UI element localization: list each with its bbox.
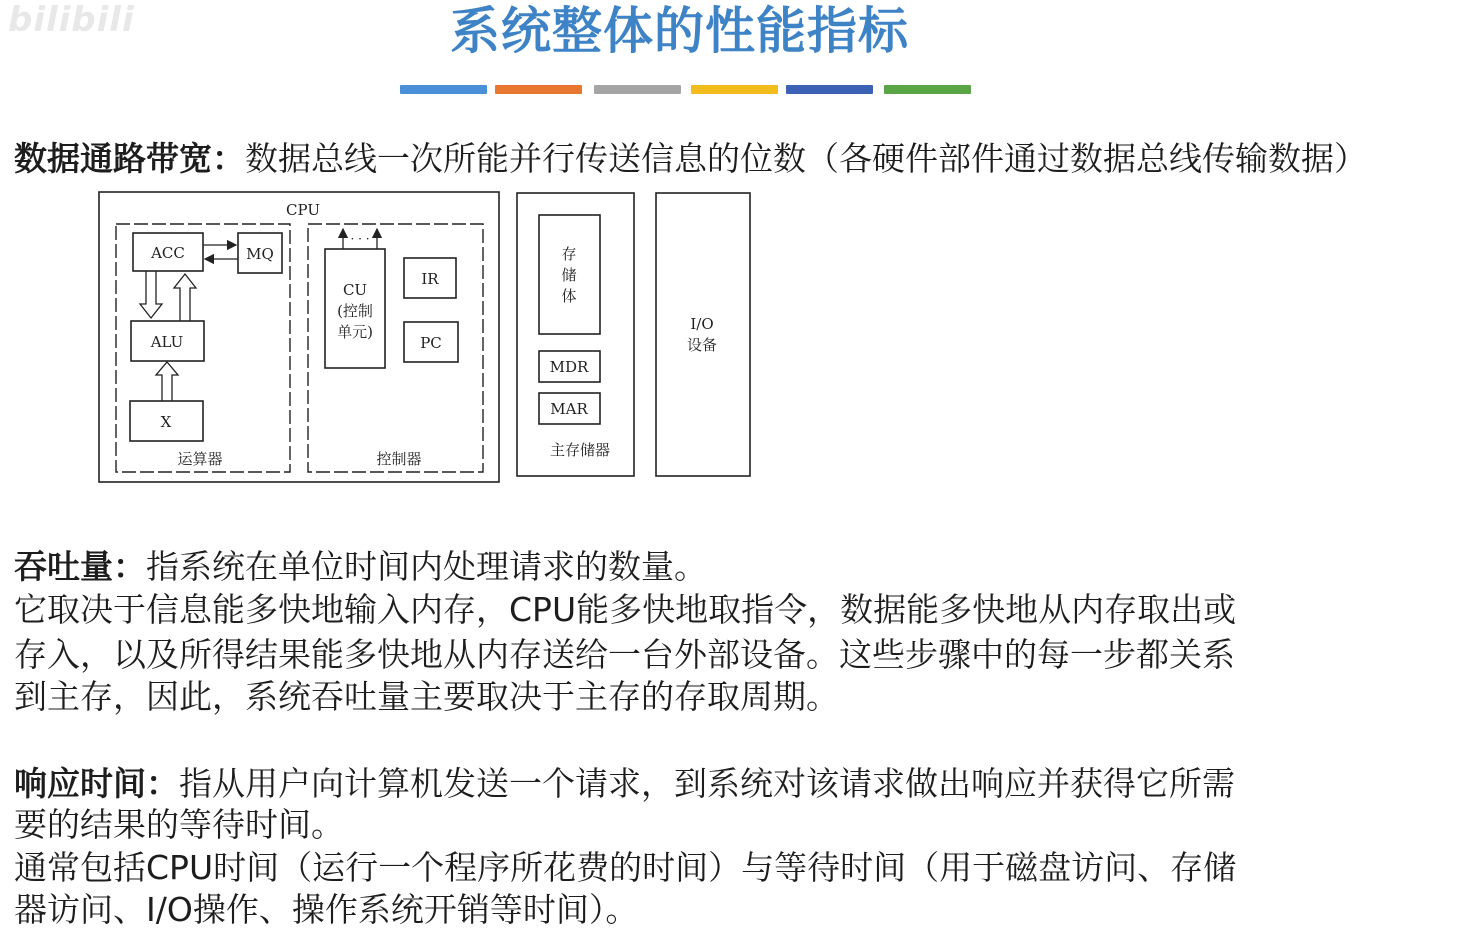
io-label-2: 设备 [686, 336, 718, 354]
pc-label: PC [420, 334, 442, 352]
stripe-blue [400, 85, 487, 94]
bilibili-watermark: bilibili [8, 0, 135, 40]
control-unit-label: 控制器 [376, 450, 422, 468]
bandwidth-definition [14, 138, 1367, 180]
mar-box [539, 393, 600, 424]
stripe-gray [594, 85, 681, 94]
cpu-box [99, 192, 499, 482]
throughput-line-1 [14, 546, 707, 588]
stripe-yellow [691, 85, 778, 94]
stripe-green [884, 85, 971, 94]
storage-label-2: 储 [561, 266, 577, 284]
stripe-dark-blue [786, 85, 873, 94]
bandwidth-text: 数据总线一次所能并行传送信息的位数（各硬件部件通过数据总线传输数据） [245, 139, 1367, 178]
mdr-label: MDR [549, 358, 589, 376]
response-text-1: 指从用户向计算机发送一个请求，到系统对该请求做出响应并获得它所需 [179, 764, 1235, 803]
alu-to-acc-arrow [174, 274, 196, 321]
alu-label: ALU [150, 333, 184, 351]
acc-to-alu-arrow [140, 271, 162, 318]
alu-unit-label: 运算器 [177, 450, 223, 468]
io-device-box [656, 193, 750, 476]
throughput-line-2: 它取决于信息能多快地输入内存，CPU能多快地取指令，数据能多快地从内存取出或 [14, 590, 1237, 629]
x-to-alu-arrow [156, 362, 178, 401]
cu-box [325, 249, 385, 368]
ir-box [404, 258, 456, 298]
bandwidth-term: 数据通路带宽： [14, 139, 245, 178]
main-memory-box [517, 193, 634, 476]
response-line-2: 要的结果的等待时间。 [14, 805, 344, 844]
alu-box [131, 321, 204, 361]
storage-label-1: 存 [561, 245, 577, 263]
pc-box [404, 322, 458, 362]
x-label: X [160, 413, 172, 431]
response-line-1 [14, 763, 1235, 805]
storage-body-box [539, 215, 600, 334]
io-label-1: I/O [690, 315, 714, 333]
cu-label-line2: (控制 [337, 302, 373, 320]
stripe-orange [495, 85, 582, 94]
throughput-line-3: 存入，以及所得结果能多快地从内存送给一台外部设备。这些步骤中的每一步都关系 [14, 635, 1235, 674]
ir-label: IR [421, 270, 439, 288]
throughput-text-1: 指系统在单位时间内处理请求的数量。 [146, 547, 707, 586]
mar-label: MAR [550, 400, 588, 418]
mq-box [238, 233, 282, 273]
response-line-4: 器访问、I/O操作、操作系统开销等时间）。 [14, 890, 639, 929]
cpu-label: CPU [286, 201, 320, 219]
storage-label-3: 体 [561, 287, 577, 305]
cu-label-line1: CU [342, 281, 368, 299]
cu-label-line3: 单元) [337, 323, 373, 341]
mq-label: MQ [246, 245, 274, 263]
alu-unit-box [116, 224, 290, 472]
cu-output-dots: · · · [350, 232, 370, 246]
mdr-box [539, 351, 600, 382]
response-term: 响应时间： [14, 764, 179, 803]
response-line-3: 通常包括CPU时间（运行一个程序所花费的时间）与等待时间（用于磁盘访问、存储 [14, 848, 1237, 887]
throughput-term: 吞吐量： [14, 547, 146, 586]
control-unit-box [308, 224, 483, 472]
throughput-line-4: 到主存，因此，系统吞吐量主要取决于主存的存取周期。 [14, 677, 839, 716]
acc-box [133, 233, 203, 271]
x-box [130, 401, 203, 441]
acc-label: ACC [151, 244, 185, 262]
main-memory-label: 主存储器 [549, 441, 611, 459]
page-title: 系统整体的性能指标 [450, 2, 909, 60]
